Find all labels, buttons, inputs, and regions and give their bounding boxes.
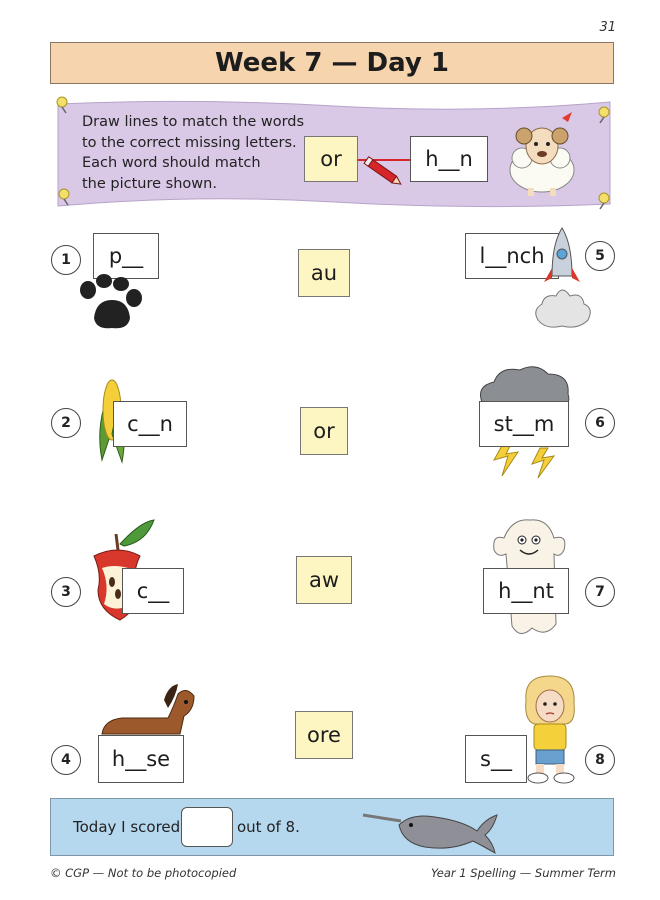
word-box-8[interactable]: s__ [465, 735, 527, 783]
word-box-7[interactable]: h__nt [483, 568, 569, 614]
pin-icon [52, 94, 72, 114]
instruction-banner [54, 98, 614, 210]
pin-icon [594, 104, 614, 124]
score-prefix: Today I scored [73, 818, 181, 836]
rocket-icon [532, 224, 596, 334]
word-box-6[interactable]: st__m [479, 401, 569, 447]
title-bar [50, 42, 614, 84]
pencil-icon [356, 148, 416, 188]
instruction-line: the picture shown. [82, 175, 217, 192]
sheep-icon [502, 108, 582, 198]
letter-option-aw[interactable]: aw [296, 556, 352, 604]
item-number: 3 [51, 577, 81, 607]
example-letters-box: or [304, 136, 358, 182]
paw-print-icon [74, 274, 154, 334]
item-number: 8 [585, 745, 615, 775]
word-box-5[interactable]: l__nch [465, 233, 559, 279]
score-suffix: out of 8. [237, 818, 300, 836]
letter-option-ore[interactable]: ore [295, 711, 353, 759]
instruction-line: to the correct missing letters. [82, 134, 297, 151]
pin-icon [594, 190, 614, 210]
horse-icon [98, 680, 198, 740]
item-number: 7 [585, 577, 615, 607]
instruction-line: Draw lines to match the words [82, 114, 305, 130]
footer-book-title: Year 1 Spelling — Summer Term [431, 866, 616, 880]
narwhal-icon [361, 801, 501, 857]
page-number: 31 [599, 20, 616, 35]
footer-copyright: © CGP — Not to be photocopied [50, 866, 237, 880]
item-number: 6 [585, 408, 615, 438]
word-box-3[interactable]: c__ [122, 568, 184, 614]
word-box-4[interactable]: h__se [98, 735, 184, 783]
example-word-box: h__n [410, 136, 488, 182]
item-number: 2 [51, 408, 81, 438]
item-number: 4 [51, 745, 81, 775]
instruction-text [82, 112, 304, 194]
page-title: Week 7 — Day 1 [215, 48, 449, 78]
instruction-line: Each word should match [82, 155, 261, 171]
letter-option-au[interactable]: au [298, 249, 350, 297]
letter-option-or[interactable]: or [300, 407, 348, 455]
word-box-1[interactable]: p__ [93, 233, 159, 279]
score-band [50, 798, 614, 856]
item-number: 5 [585, 241, 615, 271]
score-input-box[interactable] [181, 807, 233, 847]
item-number: 1 [51, 245, 81, 275]
pin-icon [54, 186, 74, 206]
word-box-2[interactable]: c__n [113, 401, 187, 447]
